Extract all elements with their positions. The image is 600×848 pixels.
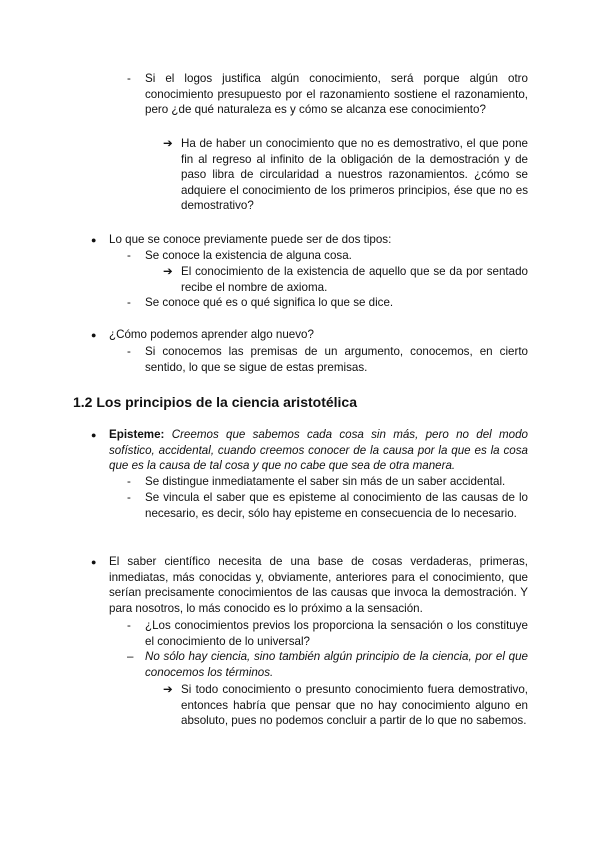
bullet-icon: ● — [91, 430, 97, 440]
dash-marker: - — [127, 296, 131, 309]
logos-paragraph: Si el logos justifica algún conocimiento, será porque algún otro conocimiento presupuesto por el razonamiento sostiene el razonamiento, pero ¿de qué naturaleza es y cómo se alcanza ese conocimiento? — [145, 72, 528, 117]
bullet-icon: ● — [91, 235, 97, 245]
meaning-item: Se conoce qué es o qué significa lo que se dice. — [145, 296, 394, 309]
section-heading: 1.2 Los principios de la ciencia aristotélica — [73, 394, 357, 410]
principle-text: No sólo hay ciencia, sino también algún principio de la ciencia, por el que conocemos los términos. — [145, 650, 528, 679]
dash-marker: – — [127, 650, 134, 663]
existence-item: Se conoce la existencia de alguna cosa. — [145, 249, 352, 262]
bullet-icon: ● — [91, 330, 97, 340]
arrow-icon: ➔ — [163, 137, 173, 150]
sensation-question-paragraph: ¿Los conocimientos previos los proporciona la sensación o los constituye el conocimiento de lo universal? — [145, 619, 528, 648]
scientific-knowledge-paragraph: El saber científico necesita de una base de cosas verdaderas, primeras, inmediatas, más conocidas y, obviamente, anteriores para el conocimiento, que serían precisamente conocimientos de las causas que invoca la demostración. Y para nosotros, lo más conocido es lo próximo a la sensación. — [109, 555, 528, 615]
episteme-definition — [109, 427, 528, 474]
episteme-term: Episteme: — [109, 428, 165, 441]
previous-knowledge-item: Lo que se conoce previamente puede ser de dos tipos: — [109, 233, 392, 246]
principle-paragraph — [145, 649, 528, 680]
accidental-item: Se distingue inmediatamente el saber sin más de un saber accidental. — [145, 475, 506, 488]
dash-marker: - — [127, 72, 131, 85]
axiom-paragraph: El conocimiento de la existencia de aquello que se da por sentado recibe el nombre de axioma. — [181, 265, 528, 294]
arrow-icon: ➔ — [163, 265, 173, 278]
premises-paragraph: Si conocemos las premisas de un argumento, conocemos, en cierto sentido, lo que se sigue de estas premisas. — [145, 345, 528, 374]
dash-marker: - — [127, 619, 131, 632]
episteme-definition-text: Creemos que sabemos cada cosa sin más, pero no del modo sofístico, accidental, cuando creemos conocer de la causa por la que es la cosa que es la causa de tal cosa y que no cabe que sea de otra manera. — [109, 428, 528, 473]
dash-marker: - — [127, 475, 131, 488]
demonstrative-conclusion-paragraph: Si todo conocimiento o presunto conocimiento fuera demostrativo, entonces habría que pensar que no hay conocimiento alguno en absoluto, pues no podemos concluir a partir de lo que no sabemos. — [181, 683, 528, 728]
arrow-icon: ➔ — [163, 683, 173, 696]
learning-question-item: ¿Cómo podemos aprender algo nuevo? — [109, 328, 314, 341]
dash-marker: - — [127, 491, 131, 504]
dash-marker: - — [127, 345, 131, 358]
necessary-causes-paragraph: Se vincula el saber que es episteme al conocimiento de las causas de lo necesario, es decir, sólo hay episteme en consecuencia de lo necesario. — [145, 491, 528, 520]
demostrativo-paragraph: Ha de haber un conocimiento que no es demostrativo, el que pone fin al regreso al infinito de la obligación de la demostración y de paso libra de circularidad a nuestros razonamientos. ¿cómo se adquiere el conocimiento de los primeros principios, ése que no es demostrativo? — [181, 137, 528, 213]
dash-marker: - — [127, 249, 131, 262]
bullet-icon: ● — [91, 557, 97, 567]
